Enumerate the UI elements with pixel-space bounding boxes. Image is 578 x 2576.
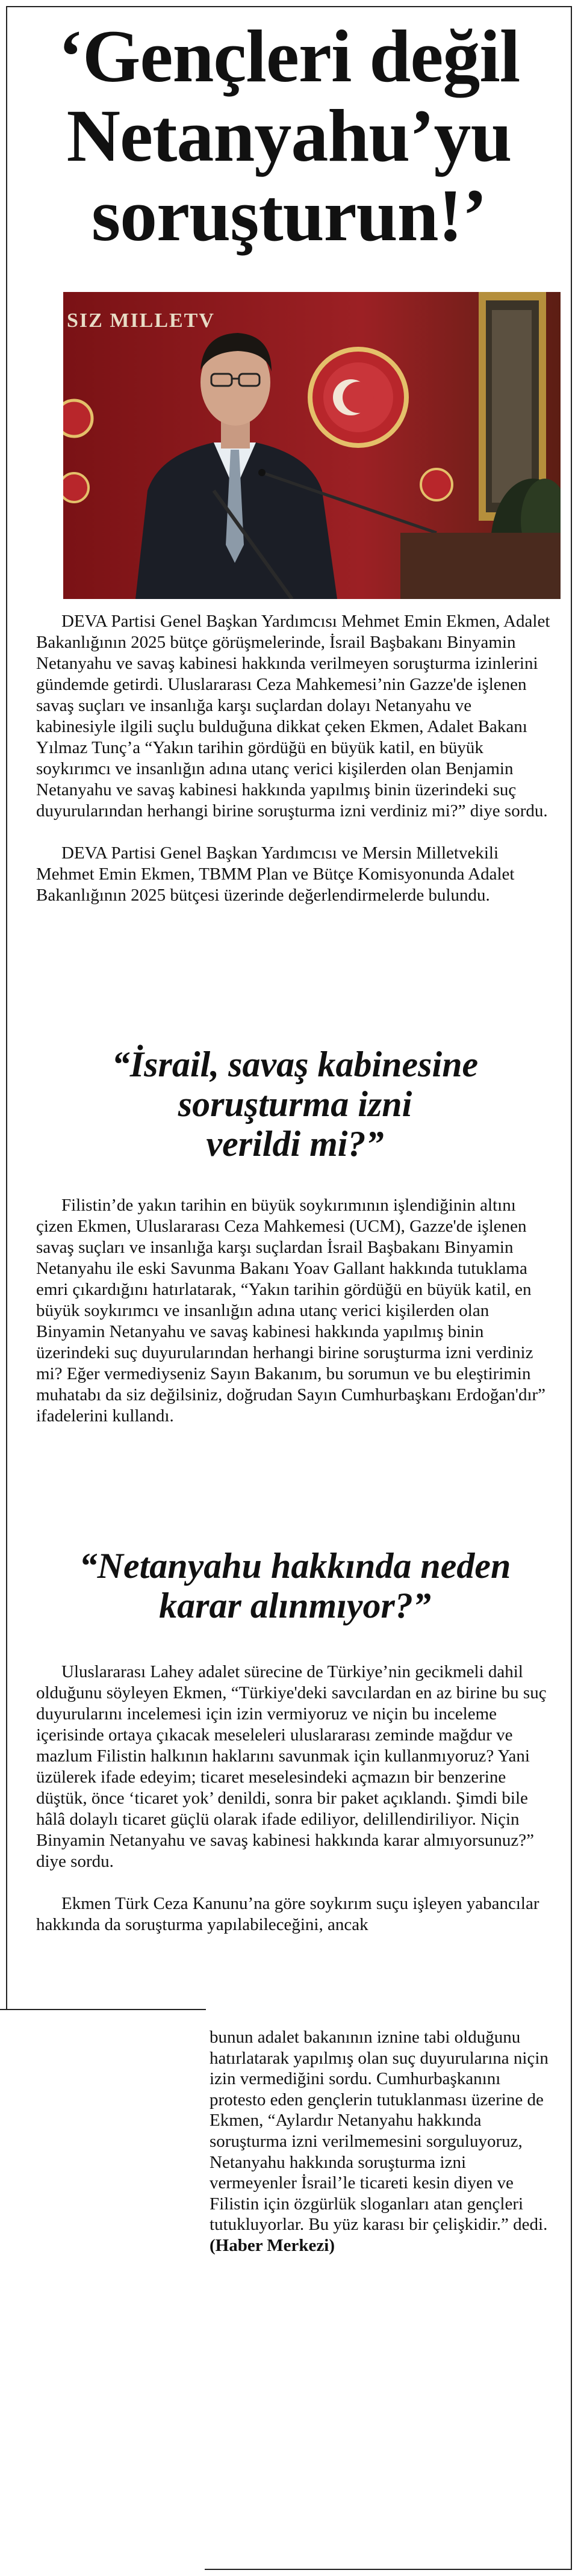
subheading-1-line-1: “İsrail, savaş kabinesine (111, 1044, 479, 1084)
headline (14, 17, 564, 255)
headline-line-2: Netanyahu’yu (66, 95, 512, 177)
paragraph-1: DEVA Partisi Genel Başkan Yardımcısı Mehmet Emin Ekmen, Adalet Bakanlığının 2025 bütçe görüşmelerinde, İsrail Başbakanı Binyamin Netanyahu ve savaş kabinesi hakkında verilmeyen soruşturma izinlerini gündemde getirdi. Uluslararası Ceza Mahkemesi’nin Gazze'de işlenen savaş suçları ve insanlığa karşı suçlardan dolayı Netanyahu ve kabinesiyle ilgili suçlu bulduğuna dikkat çeken Ekmen, Adalet Bakanı Yılmaz Tunç’a “Yakın tarihin gördüğü en büyük katil, en büyük soykırımcı ve insanlığın adına utanç verici kişilerden olan Benjamin Netanyahu ve savaş kabinesi hakkında yapılmış binin üzerindeki suç duyurularından herhangi birine soruşturma izni verdiniz mi?” diye sordu. (36, 612, 550, 821)
article-body-top (36, 611, 554, 906)
empty-inset (0, 2009, 205, 2575)
subheading-1-line-2: soruşturma izni (178, 1084, 412, 1124)
subheading-2-line-2: karar alınmıyor?” (159, 1586, 431, 1625)
paragraph-2: DEVA Partisi Genel Başkan Yardımcısı ve Mersin Milletvekili Mehmet Emin Ekmen, TBMM Plan ve Bütçe Komisyonunda Adalet Bakanlığının 2025 bütçesi üzerinde değerlendirmelerde bulundu. (36, 843, 515, 905)
subheading-1-line-3: verildi mi?” (206, 1124, 384, 1164)
desk (400, 533, 561, 599)
article-body-middle (36, 1195, 554, 1427)
paragraph-5-rest: bunun adalet bakanının iznine tabi olduğunu hatırlatarak yapılmış olan suç duyurularına niçin izin vermediğini sordu. Cumhurbaşkanını protesto eden gençlerin tutuklanması üzerine de Ekmen, “Aylardır Netanyahu hakkında soruşturma izni verilmemesini sorguluyoruz, Netanyahu hakkında soruşturma izni vermeyenler İsrail’le ticareti kesin diyen ve Filistin için özgürlük sloganları atan gençleri tutukluyorlar. Bu yüz karası bir çelişkidir.” dedi. (210, 2028, 548, 2235)
subheading-1 (36, 1044, 554, 1164)
emblem-right-icon (421, 469, 452, 500)
article-body-lower (36, 1662, 554, 1935)
headline-line-1: ‘Gençleri değil (58, 15, 520, 98)
paragraph-4: Uluslararası Lahey adalet sürecine de Türkiye’nin gecikmeli dahil olduğunu söyleyen Ekmen, “Türkiye'deki savcılardan en az birine bu suç duyurularını incelemesi için izin vermiyoruz ve niçin bu inceleme içerisinde ortaya çıkacak meseleleri uluslararası zeminde mağdur ve mazlum Filistin halkının haklarını savunmak için kullanmıyoruz? Yani üzülerek ifade edeyim; ticaret meselesindeki açmazın bir benzerine düştük, önce ‘ticaret yok’ denildi, sonra bir paket açıklandı. Şimdi bile hâlâ dolaylı ticaret güçlü olarak ifade ediliyor, delillendiriliyor. Niçin Binyamin Netanyahu ve savaş kabinesi hakkında karar almıyorsunuz?” diye sordu. (36, 1662, 547, 1871)
paragraph-5-start: Ekmen Türk Ceza Kanunu’na göre soykırım suçu işleyen yabancılar hakkında da soruşturma yapılabileceğini, ancak (36, 1894, 539, 1934)
paragraph-3: Filistin’de yakın tarihin en büyük soykırımının işlendiğinin altını çizen Ekmen, Uluslararası Ceza Mahkemesi (UCM), Gazze'de işlenen savaş suçları ve insanlığa karşı suçlardan İsrail Başbakanı Binyamin Netanyahu ile eski Savunma Bakanı Yoav Gallant hakkında tutuklama emri çıkardığını hatırlatarak, “Yakın tarihin gördüğü en büyük katil, en büyük soykırımcı ve insanlığın adına utanç verici kişilerden olan Binyamin Netanyahu ve savaş kabinesi hakkında yapılmış binin üzerindeki suç duyurularından herhangi birine soruşturma izni verdiniz mi? Eğer vermediyseniz Sayın Bakanım, bu sorumun ve bu eleştirimin muhatabı da siz değilsiniz, doğrudan Sayın Cumhurbaşkanı Erdoğan'dır” ifadelerini kullandı. (36, 1196, 546, 1426)
headline-line-3: soruşturun!’ (91, 174, 487, 256)
article-photo (63, 292, 561, 599)
subheading-2-line-1: “Netanyahu hakkında neden (79, 1546, 511, 1586)
photo-illustration (63, 292, 561, 599)
inset-rule (0, 2009, 206, 2010)
subheading-2 (36, 1546, 554, 1625)
paragraph-5-continued (210, 2027, 554, 2256)
backdrop-text: SIZ MILLETV (67, 309, 215, 332)
byline: (Haber Merkezi) (210, 2235, 335, 2255)
emblem-icon (310, 349, 406, 445)
